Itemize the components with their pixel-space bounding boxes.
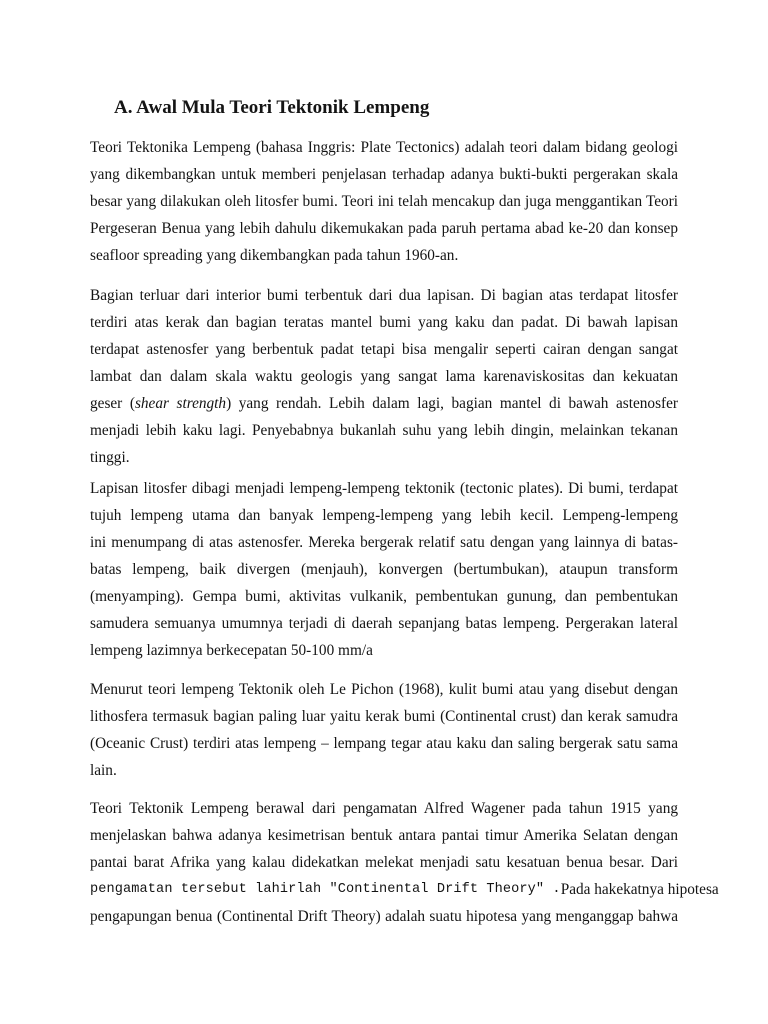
text-line: tujuh lempeng utama dan banyak lempeng-lempeng yang lebih kecil. Lempeng-lempeng xyxy=(90,507,678,524)
text-line: lambat dan dalam skala waktu geologis yang sangat lama karenaviskositas dan kekuatan xyxy=(90,368,678,385)
text-line: menjelaskan bahwa adanya kesimetrisan bentuk antara pantai timur Amerika Selatan dengan xyxy=(90,827,678,844)
text-line: pantai barat Afrika yang kalau didekatkan melekat menjadi satu kesatuan benua besar. Dari xyxy=(90,854,678,871)
text-line: besar yang dilakukan oleh litosfer bumi. Teori ini telah mencakup dan juga menggantikan Teori xyxy=(90,193,678,210)
text-line: Bagian terluar dari interior bumi terbentuk dari dua lapisan. Di bagian atas terdapat litosfer xyxy=(90,287,678,304)
paragraph-4 xyxy=(90,676,678,784)
text-line-mixed-font xyxy=(90,876,719,903)
section-heading: A. Awal Mula Teori Tektonik Lempeng xyxy=(114,97,430,118)
paragraph-3 xyxy=(90,475,678,664)
text-span: ) yang rendah. Lebih dalam lagi, bagian mantel di bawah astenosfer xyxy=(226,395,678,412)
text-span: Pada hakekatnya hipotesa xyxy=(560,881,719,898)
text-line: tinggi. xyxy=(90,449,130,466)
text-line: menjadi lebih kaku lagi. Penyebabnya bukanlah suhu yang lebih dingin, melainkan tekanan xyxy=(90,422,678,439)
text-line: terdiri atas kerak dan bagian teratas mantel bumi yang kaku dan padat. Di bawah lapisan xyxy=(90,314,678,331)
text-line: lempeng lazimnya berkecepatan 50-100 mm/a xyxy=(90,642,373,659)
text-line: lain. xyxy=(90,762,117,779)
paragraph-2 xyxy=(90,282,678,471)
text-line: seafloor spreading yang dikembangkan pada tahun 1960-an. xyxy=(90,247,459,264)
text-line: ini menumpang di atas astenosfer. Mereka bergerak relatif satu dengan yang lainnya di batas- xyxy=(90,534,678,551)
text-line: terdapat astenosfer yang berbentuk padat tetapi bisa mengalir seperti cairan dengan sangat xyxy=(90,341,678,358)
text-line: Pergeseran Benua yang lebih dahulu dikemukakan pada paruh pertama abad ke-20 dan konsep xyxy=(90,220,678,237)
text-line: (Oceanic Crust) terdiri atas lempeng – lempang tegar atau kaku dan saling bergerak satu sama xyxy=(90,735,678,752)
italic-term: shear strength xyxy=(134,395,227,412)
paragraph-1 xyxy=(90,134,678,269)
text-line: pengapungan benua (Continental Drift Theory) adalah suatu hipotesa yang menganggap bahwa xyxy=(90,908,678,925)
text-line: Teori Tektonik Lempeng berawal dari pengamatan Alfred Wagener pada tahun 1915 yang xyxy=(90,800,678,817)
text-line: (menyamping). Gempa bumi, aktivitas vulkanik, pembentukan gunung, dan pembentukan xyxy=(90,588,678,605)
text-line: Teori Tektonika Lempeng (bahasa Inggris: Plate Tectonics) adalah teori dalam bidang geologi xyxy=(90,139,678,156)
text-line: samudera semuanya umumnya terjadi di daerah sepanjang batas lempeng. Pergerakan lateral xyxy=(90,615,678,632)
paragraph-5 xyxy=(90,795,719,930)
text-line: Lapisan litosfer dibagi menjadi lempeng-lempeng tektonik (tectonic plates). Di bumi, terdapat xyxy=(90,480,678,497)
monospace-text: pengamatan tersebut lahirlah "Continental Drift Theory" . xyxy=(90,882,561,897)
text-line: yang dikembangkan untuk memberi penjelasan terhadap adanya bukti-bukti pergerakan skala xyxy=(90,166,678,183)
text-line: batas lempeng, baik divergen (menjauh), konvergen (bertumbukan), ataupun transform xyxy=(90,561,678,578)
text-span: geser ( xyxy=(90,395,135,412)
text-line: Menurut teori lempeng Tektonik oleh Le Pichon (1968), kulit bumi atau yang disebut dengan xyxy=(90,681,678,698)
text-line-with-italic xyxy=(90,390,678,417)
text-line: lithosfera termasuk bagian paling luar yaitu kerak bumi (Continental crust) dan kerak samudra xyxy=(90,708,678,725)
